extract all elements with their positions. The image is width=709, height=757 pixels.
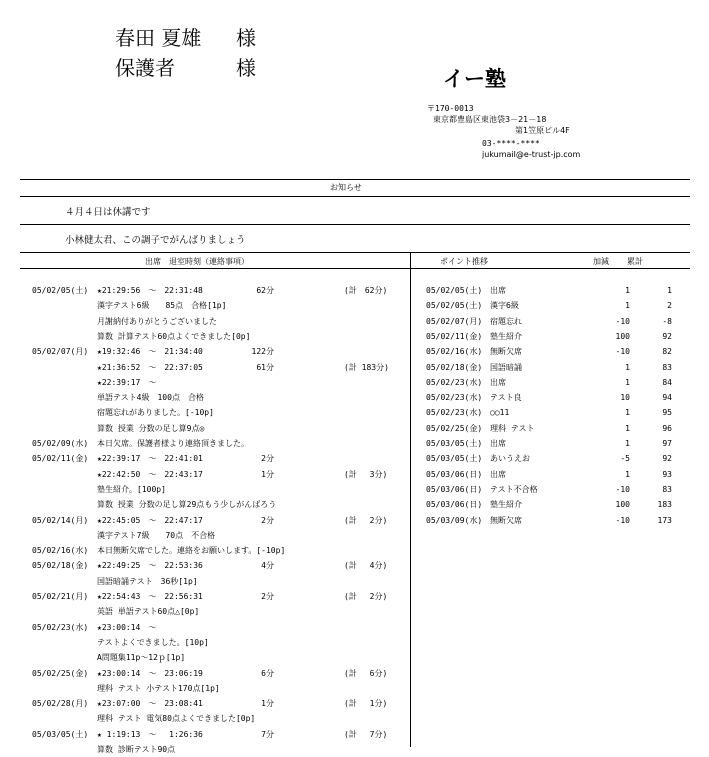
points-date: 05/02/23(水) bbox=[426, 408, 483, 418]
points-label: ○○11 bbox=[490, 408, 510, 418]
log-entry: ★22:39:17 ～ 22:41:01 bbox=[97, 454, 203, 464]
log-row bbox=[0, 482, 410, 497]
school-email: jukumail@e-trust-jp.com bbox=[482, 150, 581, 159]
recipient-line1-name: 春田 夏雄 bbox=[115, 26, 202, 50]
points-date: 05/03/09(水) bbox=[426, 515, 483, 525]
points-date: 05/03/06(日) bbox=[426, 500, 483, 510]
log-entry: ★23:00:14 ～ bbox=[97, 622, 157, 632]
points-date: 05/02/23(水) bbox=[426, 393, 483, 403]
log-entry: ★ 1:19:13 ～ 1:26:36 bbox=[97, 729, 203, 739]
points-label: 国語暗誦 bbox=[490, 362, 522, 372]
log-duration: 122分 bbox=[251, 347, 274, 357]
points-total: 93 bbox=[662, 469, 672, 479]
log-entry: ★22:49:25 ～ 22:53:36 bbox=[97, 561, 203, 571]
school-postal: 〒170-0013 bbox=[427, 104, 474, 113]
log-duration: 4分 bbox=[261, 561, 274, 571]
log-duration: 7分 bbox=[261, 729, 274, 739]
school-name: イー塾 bbox=[443, 67, 506, 91]
log-duration: 6分 bbox=[261, 668, 274, 678]
log-total: (計 3分) bbox=[344, 469, 388, 479]
school-phone: 03-****-**** bbox=[482, 139, 540, 148]
notice-middle-rule bbox=[20, 224, 690, 225]
log-duration: 1分 bbox=[261, 469, 274, 479]
points-label: テスト良 bbox=[490, 393, 522, 403]
points-change: 100 bbox=[615, 500, 630, 510]
points-row bbox=[418, 513, 690, 528]
log-row bbox=[0, 742, 410, 757]
points-change: 1 bbox=[625, 469, 630, 479]
points-change: 10 bbox=[620, 393, 630, 403]
log-entry: 英語 単語テスト60点△[0p] bbox=[97, 607, 200, 617]
log-entry: ★22:54:43 ～ 22:56:31 bbox=[97, 592, 203, 601]
points-date: 05/02/16(水) bbox=[426, 347, 483, 357]
log-entry: 算数 授業 分数の足し算29点もう少しがんばろう bbox=[97, 500, 277, 510]
log-row bbox=[0, 298, 410, 313]
log-entry: ★22:42:50 ～ 22:43:17 bbox=[97, 469, 203, 479]
points-change: -5 bbox=[620, 454, 630, 464]
points-label: 出席 bbox=[490, 469, 506, 479]
points-label: あいうえお bbox=[490, 454, 530, 464]
points-total: 83 bbox=[662, 484, 672, 494]
points-date: 05/02/23(水) bbox=[426, 377, 483, 387]
log-row bbox=[0, 727, 410, 742]
points-label: 塾生紹介 bbox=[490, 331, 522, 341]
log-total: (計 2分) bbox=[344, 592, 388, 601]
log-entry: 国語暗誦テスト 36秒[1p] bbox=[97, 576, 198, 586]
points-change-header: 加減 bbox=[593, 257, 609, 266]
log-row bbox=[0, 681, 410, 696]
log-duration: 2分 bbox=[261, 592, 274, 601]
log-date: 05/02/05(土) bbox=[32, 286, 89, 295]
points-column-header: ポイント推移 bbox=[440, 257, 488, 266]
points-total: -8 bbox=[662, 316, 672, 326]
points-date: 05/02/25(金) bbox=[426, 423, 483, 433]
points-total: 92 bbox=[662, 331, 672, 341]
points-row bbox=[418, 329, 690, 344]
log-total: (計 2分) bbox=[344, 515, 388, 525]
points-total: 2 bbox=[667, 301, 672, 311]
log-column-header: 出席 退室時刻（連絡事項） bbox=[145, 257, 249, 266]
points-date: 05/02/11(金) bbox=[426, 331, 483, 341]
log-row bbox=[0, 497, 410, 512]
recipient-line1-suffix: 様 bbox=[236, 26, 256, 50]
points-total: 97 bbox=[662, 439, 672, 448]
log-row bbox=[0, 436, 410, 451]
points-change: 100 bbox=[615, 331, 630, 341]
points-change: -10 bbox=[615, 515, 630, 525]
log-entry: 理科 テスト 小テスト170点[1p] bbox=[97, 683, 220, 693]
points-change: -10 bbox=[615, 484, 630, 494]
log-row bbox=[0, 283, 410, 298]
log-entry: 漢字テスト7級 70点 不合格 bbox=[97, 530, 216, 540]
log-entry: 単語テスト4級 100点 合格 bbox=[97, 393, 204, 403]
points-total: 96 bbox=[662, 423, 672, 433]
points-row bbox=[418, 497, 690, 512]
notice-title: お知らせ bbox=[330, 183, 362, 192]
log-row bbox=[0, 574, 410, 589]
recipient-line2-suffix: 様 bbox=[236, 56, 256, 80]
log-duration: 61分 bbox=[256, 362, 274, 372]
log-entry: 本日欠席。保護者様より連絡頂きました。 bbox=[97, 439, 249, 448]
log-entry: テストよくできました。[10p] bbox=[97, 637, 209, 647]
points-date: 05/02/18(金) bbox=[426, 362, 483, 372]
points-label: 塾生紹介 bbox=[490, 500, 522, 510]
points-row bbox=[418, 482, 690, 497]
points-row bbox=[418, 405, 690, 420]
log-row bbox=[0, 451, 410, 466]
log-entry: ★23:07:00 ～ 23:08:41 bbox=[97, 699, 203, 709]
log-date: 05/02/18(金) bbox=[32, 561, 89, 571]
log-entry: 漢字テスト6級 85点 合格[1p] bbox=[97, 301, 227, 311]
points-date: 05/03/06(日) bbox=[426, 484, 483, 494]
log-row bbox=[0, 314, 410, 329]
log-entry: ★23:00:14 ～ 23:06:19 bbox=[97, 668, 203, 678]
log-row bbox=[0, 375, 410, 390]
notice-top-rule bbox=[20, 179, 690, 180]
points-change: 1 bbox=[625, 408, 630, 418]
log-date: 05/02/25(金) bbox=[32, 668, 89, 678]
points-row bbox=[418, 298, 690, 313]
school-address1: 東京都豊島区東池袋3－21－18 bbox=[433, 115, 547, 124]
points-date: 05/03/05(土) bbox=[426, 439, 483, 448]
log-row bbox=[0, 329, 410, 344]
log-date: 05/03/05(土) bbox=[32, 729, 89, 739]
points-label: 理科 テスト bbox=[490, 423, 535, 433]
points-change: 1 bbox=[625, 301, 630, 311]
points-label: 無断欠席 bbox=[490, 515, 522, 525]
points-total: 84 bbox=[662, 377, 672, 387]
log-row bbox=[0, 666, 410, 681]
points-row bbox=[418, 390, 690, 405]
table-top-rule bbox=[20, 252, 690, 253]
points-row bbox=[418, 467, 690, 482]
log-entry: 塾生紹介。[100p] bbox=[97, 484, 166, 494]
log-date: 05/02/14(月) bbox=[32, 515, 89, 525]
header-bottom-rule bbox=[20, 268, 690, 269]
log-row bbox=[0, 390, 410, 405]
points-total: 173 bbox=[657, 515, 672, 525]
log-date: 05/02/07(月) bbox=[32, 347, 89, 357]
log-row bbox=[0, 558, 410, 573]
log-entry: 算数 診断テスト90点 bbox=[97, 745, 176, 754]
points-label: 出席 bbox=[490, 377, 506, 387]
log-entry: ★22:39:17 ～ bbox=[97, 377, 157, 387]
points-row bbox=[418, 451, 690, 466]
log-row bbox=[0, 528, 410, 543]
log-duration: 1分 bbox=[261, 699, 274, 709]
log-entry: 理科 テスト 電気80点よくできました[0p] bbox=[97, 714, 256, 724]
points-row bbox=[418, 344, 690, 359]
points-date: 05/03/06(日) bbox=[426, 469, 483, 479]
points-row bbox=[418, 421, 690, 436]
log-row bbox=[0, 711, 410, 726]
log-date: 05/02/23(水) bbox=[32, 622, 89, 632]
log-duration: 2分 bbox=[261, 515, 274, 525]
log-row bbox=[0, 513, 410, 528]
log-duration: 2分 bbox=[261, 454, 274, 464]
points-total: 95 bbox=[662, 408, 672, 418]
log-row bbox=[0, 620, 410, 635]
points-date: 05/02/05(土) bbox=[426, 286, 483, 295]
log-entry: A問題集11p～12ｐ[1p] bbox=[97, 653, 186, 663]
log-date: 05/02/28(月) bbox=[32, 699, 89, 709]
log-total: (計 7分) bbox=[344, 729, 388, 739]
log-total: (計 1分) bbox=[344, 699, 388, 709]
log-entry: 算数 計算テスト60点よくできました[0p] bbox=[97, 331, 251, 341]
log-entry: ★22:45:05 ～ 22:47:17 bbox=[97, 515, 203, 525]
points-date: 05/03/05(土) bbox=[426, 454, 483, 464]
points-row bbox=[418, 375, 690, 390]
log-entry: 本日無断欠席でした。連絡をお願いします。[-10p] bbox=[97, 546, 286, 556]
school-address2: 第1笠原ビル4F bbox=[515, 126, 570, 135]
log-date: 05/02/11(金) bbox=[32, 454, 89, 464]
points-change: 1 bbox=[625, 362, 630, 372]
log-date: 05/02/21(月) bbox=[32, 592, 89, 601]
points-row bbox=[418, 360, 690, 375]
points-total: 183 bbox=[657, 500, 672, 510]
points-label: 出席 bbox=[490, 439, 506, 448]
log-row bbox=[0, 344, 410, 359]
recipient-line2-name: 保護者 bbox=[115, 56, 175, 80]
points-change: 1 bbox=[625, 423, 630, 433]
log-duration: 62分 bbox=[256, 286, 274, 295]
notice-title-rule bbox=[20, 196, 690, 197]
log-total: (計 4分) bbox=[344, 561, 388, 571]
points-label: 漢字6級 bbox=[490, 301, 519, 311]
notice-line2: 小林健太君、この調子でがんばりましょう bbox=[65, 235, 246, 246]
log-entry: ★19:32:46 ～ 21:34:40 bbox=[97, 347, 203, 357]
points-change: 1 bbox=[625, 377, 630, 387]
points-label: 無断欠席 bbox=[490, 347, 522, 357]
points-total: 82 bbox=[662, 347, 672, 357]
points-row bbox=[418, 314, 690, 329]
points-label: 出席 bbox=[490, 286, 506, 295]
points-change: 1 bbox=[625, 286, 630, 295]
log-row bbox=[0, 467, 410, 482]
log-row bbox=[0, 696, 410, 711]
log-entry: ★21:29:56 ～ 22:31:48 bbox=[97, 286, 203, 295]
log-entry: ★21:36:52 ～ 22:37:05 bbox=[97, 362, 203, 372]
notice-line1: ４月４日は休講です bbox=[65, 207, 151, 218]
log-row bbox=[0, 543, 410, 558]
log-row bbox=[0, 604, 410, 619]
log-total: (計 62分) bbox=[344, 286, 388, 295]
log-row bbox=[0, 635, 410, 650]
log-total: (計 6分) bbox=[344, 668, 388, 678]
points-change: 1 bbox=[625, 439, 630, 448]
points-date: 05/02/07(月) bbox=[426, 316, 483, 326]
points-total: 83 bbox=[662, 362, 672, 372]
points-total: 94 bbox=[662, 393, 672, 403]
log-date: 05/02/16(水) bbox=[32, 546, 89, 556]
log-row bbox=[0, 589, 410, 604]
column-divider bbox=[410, 252, 411, 747]
log-date: 05/02/09(水) bbox=[32, 439, 89, 448]
points-total-header: 累計 bbox=[627, 257, 643, 266]
points-total: 92 bbox=[662, 454, 672, 464]
points-date: 05/02/05(土) bbox=[426, 301, 483, 311]
log-row bbox=[0, 650, 410, 665]
log-entry: 月謝納付ありがとうございました bbox=[97, 316, 217, 326]
points-total: 1 bbox=[667, 286, 672, 295]
log-entry: 算数 授業 分数の足し算9点◎ bbox=[97, 423, 205, 433]
points-change: -10 bbox=[615, 347, 630, 357]
log-entry: 宿題忘れがありました。[-10p] bbox=[97, 408, 214, 418]
log-total: (計 183分) bbox=[344, 362, 389, 372]
points-label: テスト不合格 bbox=[490, 484, 538, 494]
log-row bbox=[0, 405, 410, 420]
points-change: -10 bbox=[615, 316, 630, 326]
log-row bbox=[0, 360, 410, 375]
points-label: 宿題忘れ bbox=[490, 316, 522, 326]
points-row bbox=[418, 283, 690, 298]
points-row bbox=[418, 436, 690, 451]
log-row bbox=[0, 421, 410, 436]
